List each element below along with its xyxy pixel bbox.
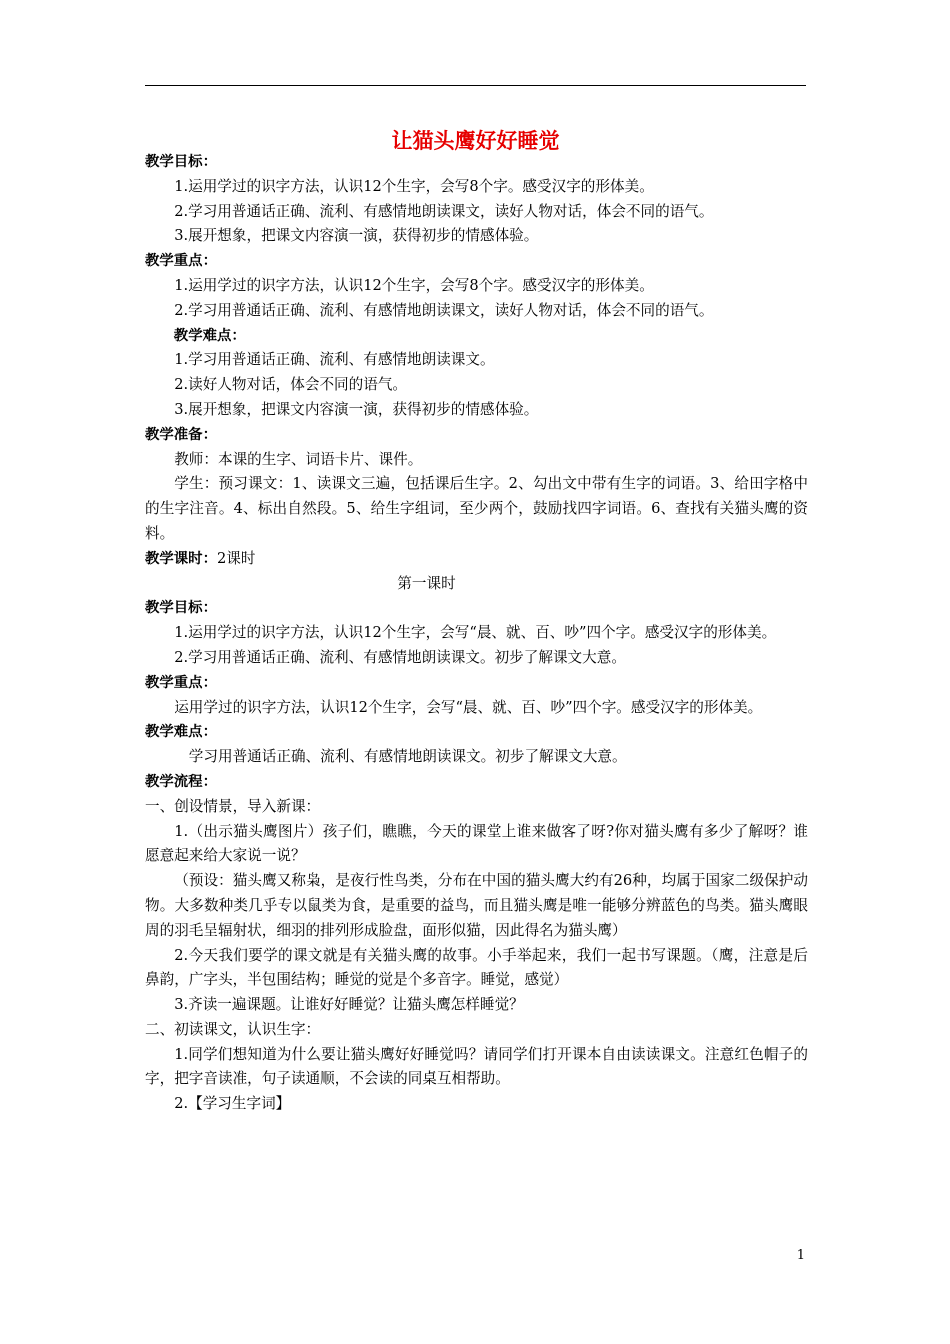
paragraph: 2.【学习生字词】 xyxy=(174,1095,291,1113)
paragraph: 学习用普通话正确、流利、有感情地朗读课文。初步了解课文大意。 xyxy=(188,748,627,766)
header-rule xyxy=(145,85,806,86)
section-heading: 教学准备： xyxy=(145,426,217,443)
paragraph: 1.运用学过的识字方法，认识12个生字，会写“晨、就、百、吵”四个字。感受汉字的形体美。 xyxy=(174,624,777,642)
section-heading: 教学目标： xyxy=(145,600,217,617)
paragraph: （预设：猫头鹰又称枭，是夜行性鸟类，分布在中国的猫头鹰大约有26种，均属于国家二级保护动物。大多数种类几乎专以鼠类为食，是重要的益鸟，而且猫头鹰是唯一能够分辨蓝色的鸟类。猫头鹰眼周的羽毛呈辐射状，细羽的排列形成脸盘，面形似猫，因此得名为猫头鹰） xyxy=(145,872,808,939)
paragraph: 二、初读课文，认识生字： xyxy=(145,1020,321,1038)
paragraph: 第一课时 xyxy=(397,574,456,592)
section-heading: 教学重点： xyxy=(145,253,217,270)
document-title: 让猫头鹰好好睡觉 xyxy=(391,129,560,153)
paragraph: 2.学习用普通话正确、流利、有感情地朗读课文，读好人物对话，体会不同的语气。 xyxy=(174,301,714,319)
paragraph: 3.展开想象，把课文内容演一演，获得初步的情感体验。 xyxy=(174,227,539,245)
section-heading: 教学流程： xyxy=(145,773,217,790)
section-heading: 教学重点： xyxy=(145,674,217,691)
paragraph: 3.展开想象，把课文内容演一演，获得初步的情感体验。 xyxy=(174,400,539,418)
paragraph xyxy=(145,547,808,572)
paragraph: 2.今天我们要学的课文就是有关猫头鹰的故事。小手举起来，我们一起书写课题。（鹰，注意是后鼻韵，广字头，半包围结构；睡觉的觉是个多音字。睡觉，感觉） xyxy=(145,946,808,989)
paragraph: 教师：本课的生字、词语卡片、课件。 xyxy=(174,450,423,468)
section-heading: 教学目标： xyxy=(145,154,217,170)
paragraph: 运用学过的识字方法，认识12个生字，会写“晨、就、百、吵”四个字。感受汉字的形体美。 xyxy=(174,698,763,716)
paragraph: 学生：预习课文：1、读课文三遍，包括课后生字。2、勾出文中带有生字的词语。3、给田字格中的生字注音。4、标出自然段。5、给生字组词，至少两个，鼓励找四字词语。6、查找有关猫头鹰的资料。 xyxy=(145,475,808,542)
document-body xyxy=(145,150,808,1117)
section-heading: 教学课时： xyxy=(145,550,217,567)
paragraph: 3.齐读一遍课题。让谁好好睡觉？让猫头鹰怎样睡觉？ xyxy=(174,996,524,1014)
paragraph: 1.（出示猫头鹰图片）孩子们，瞧瞧，今天的课堂上谁来做客了呀?你对猫头鹰有多少了解呀？谁愿意起来给大家说一说？ xyxy=(145,822,808,865)
page-number: 1 xyxy=(796,1248,805,1263)
paragraph: 2.读好人物对话，体会不同的语气。 xyxy=(174,376,408,394)
paragraph: 2.学习用普通话正确、流利、有感情地朗读课文，读好人物对话，体会不同的语气。 xyxy=(174,202,714,220)
paragraph: 1.学习用普通话正确、流利、有感情地朗读课文。 xyxy=(174,351,495,369)
section-heading: 教学难点： xyxy=(173,327,246,344)
paragraph: 1.运用学过的识字方法，认识12个生字，会写8个字。感受汉字的形体美。 xyxy=(174,276,654,294)
heading-value: 2课时 xyxy=(216,549,256,567)
paragraph: 2.学习用普通话正确、流利、有感情地朗读课文。初步了解课文大意。 xyxy=(174,648,626,666)
paragraph: 1.同学们想知道为什么要让猫头鹰好好睡觉吗？请同学们打开课本自由读读课文。注意红色帽子的字，把字音读准，句子读通顺，不会读的同桌互相帮助。 xyxy=(145,1045,808,1088)
paragraph: 1.运用学过的识字方法，认识12个生字，会写8个字。感受汉字的形体美。 xyxy=(174,177,654,195)
paragraph: 一、创设情景，导入新课： xyxy=(145,797,321,815)
section-heading: 教学难点： xyxy=(145,724,217,741)
